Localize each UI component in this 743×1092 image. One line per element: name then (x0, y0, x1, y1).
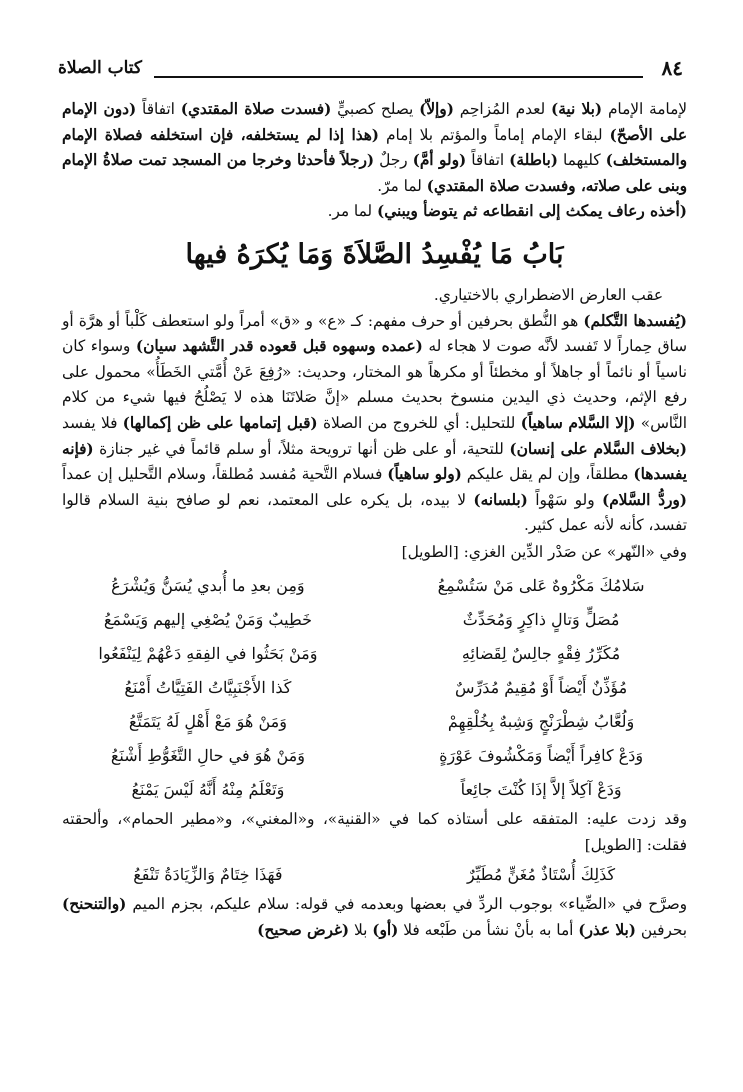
matn-run: (بلسانه) (473, 490, 528, 509)
matn-run: (فإنه يفسدها) (62, 439, 687, 484)
verse-first-hemistich: سَلامُكَ مَكْرُوهٌ عَلى مَنْ سَتُسْمِعُ (437, 575, 645, 595)
verse-first-hemistich: وَدَعْ آكِلاً إلاَّ إذَا كُنْتَ جائِعاً (460, 779, 622, 799)
verse-second-hemistich: وَمِن بعدِ ما أُبدي يُسَنُّ وَيُشْرَعُ (111, 575, 305, 595)
verse-first-hemistich: كَذَلِكَ أُسْتَاذٌ مُغَنٍّ مُطَيِّرٌ (467, 865, 616, 885)
text-run: بلا (349, 920, 373, 939)
verse-first-hemistich: مُؤَذِّنٌ أَيْضاً أَوْ مُقِيمٌ مُدَرِّسٌ (454, 677, 628, 697)
verse-second-hemistich: وَمَنْ هُوَ مَعْ أَهْلٍ لَهُ يَتَمَتَّعُ (128, 711, 287, 731)
text-run: هو النُّطق بحرفين أو حرف مفهم: كـ «ع» و «ق» أمراً ولو استعطف كَلْباً أو هرَّة أو ساق حِماراً لا تَفسد لأنَّه صوت لا هجاء له (62, 311, 688, 356)
text-run: لما مر. (327, 202, 377, 221)
text-run: اتفاقاً (136, 100, 181, 118)
text-run: لما مرّ. (377, 176, 427, 195)
paragraph-2 (62, 199, 687, 225)
matn-run: (بلا نية) (550, 100, 603, 118)
matn-run: (ولو ساهياً) (387, 465, 462, 484)
matn-run: (إلا السَّلام ساهياً) (520, 413, 636, 432)
matn-run: (دون الإمام على الأصحّ) (62, 100, 687, 144)
text-run: كليهما (558, 151, 606, 170)
page-content (62, 97, 687, 943)
page-number: ٨٤ (661, 56, 683, 80)
matn-run: (وردُّ السَّلام) (601, 490, 688, 509)
poem-2 (62, 858, 687, 892)
text-run: لإمامة الإمام (602, 100, 688, 118)
text-run: مطلقاً، وإن لم يقل عليكم (461, 465, 634, 484)
matn-run: (أو) (372, 920, 399, 939)
verse-second-hemistich: خَطِيبٌ وَمَنْ يُصْغِي إليهم وَيَسْمَعُ (103, 609, 312, 629)
poem-1-intro: وفي «النّهر» عن صَدْر الدِّين الغزي: [الطويل] (401, 542, 687, 561)
text-run: وسواء كان ناسياً أو نائماً أو جاهلاً أو مخطئاً أو مكرهاً هو المختار، وحديث: «رُفِعَ عَنْ أُمَّتي الخَطَأُ» محمول على رفع الإثم، وحديث ذي اليدين منسوخ بحديث مسلم «إنَّ صَلاتَنَا هذه لا يَصْلُحُ فيها شيء من كلام النَّاس» (62, 337, 687, 432)
header-rule (154, 76, 643, 78)
verse-line (62, 858, 687, 892)
verse-second-hemistich: وَتَعْلَمُ مِنْهُ أَنَّهُ لَيْسَ يَمْنَعُ (131, 779, 285, 799)
matn-run: (هذا إذا لم يستخلفه، فإن استخلفه فصلاة الإمام والمستخلف) (62, 125, 687, 170)
chapter-title: بَابُ مَا يُفْسِدُ الصَّلاَةَ وَمَا يُكرَهُ فيها (185, 238, 564, 270)
verse-line (62, 569, 687, 603)
page-header (58, 56, 683, 86)
verse-first-hemistich: مُصَلٍّ وَتالٍ ذاكِرٍ وَمُحَدِّثٌ (462, 609, 620, 629)
verse-line (62, 773, 687, 807)
verse-second-hemistich: وَمَنْ هُوَ في حالِ التَّغَوُّطِ أَشْنَعُ (110, 745, 305, 765)
verse-second-hemistich: فَهَذَا خِتَامٌ وَالزِّيَادَةُ تَنْفَعُ (133, 865, 283, 885)
text-run: وصرَّح في «الضِّياء» بوجوب الردِّ في بعضها وبعدمه في قوله: سلام عليكم، بجزم الميم (126, 895, 687, 914)
verse-second-hemistich: كَذا الأَجْنَبِيَّاتُ الفَتِيَّاتُ أَمْنَعُ (124, 677, 292, 697)
chapter-intro: عقب العارض الاضطراري بالاختياري. (433, 285, 663, 304)
matn-run: (باطلة) (509, 151, 558, 170)
verse-line (62, 739, 687, 773)
text-run: لا بيده، بل يكره على المعتمد، نعم لو صافح بنية السلام قالوا تفسد، كأنه لأنه عمل كثير. (62, 490, 687, 535)
text-run: فسلام التَّحية مُفسد مُطلقاً، وسلام التَّحليل إن عمداً (62, 465, 388, 484)
matn-run: (عمده وسهوه قبل قعوده قدر التَّشهد سيان) (135, 337, 423, 356)
verse-first-hemistich: وَدَعْ كافِراً أَيْضاً وَمَكْشُوفَ عَوْرَةٍ (439, 745, 644, 765)
paragraph-4: وقد زدت عليه: المتفقه على أستاذه كما في «القنية»، و«المغني»، و«مطير الحمام»، وألحقته فقلت: [الطويل] (62, 809, 687, 854)
verse-second-hemistich: وَمَنْ بَحَثُوا في الفِقهِ دَعْهُمْ لِيَنْفَعُوا (98, 643, 318, 663)
verse-first-hemistich: مُكَرِّرُ فِقْهٍ جالِسٌ لِقَضائِهِ (461, 643, 621, 663)
text-run: لعدم المُزاحِم (453, 100, 551, 118)
text-run: رجلٌ (374, 151, 413, 170)
text-run: فلا يفسد (62, 413, 123, 432)
matn-run: (ولو أمَّ) (412, 151, 467, 170)
verse-line (62, 603, 687, 637)
paragraph-5 (62, 892, 687, 943)
matn-run: (غرض صحيح) (257, 920, 350, 939)
verse-line (62, 705, 687, 739)
paragraph-3 (62, 309, 687, 539)
text-run: بحرفين (635, 920, 687, 939)
matn-run: (والتنحنح) (62, 895, 127, 914)
verse-line (62, 671, 687, 705)
text-run: أما به بأنْ نشأ من طَبْعه فلا (398, 920, 579, 939)
text-run: يصلح كصبيٍّ (331, 100, 420, 118)
matn-run: (رجلاً فأحدثا وخرجا من المسجد تمت صلاةُ الإمام وبنى على صلاته، وفسدت صلاة المقتدي) (62, 151, 687, 195)
matn-run: (قبل إتمامها على ظن إكمالها) (122, 413, 318, 432)
matn-run: (بخلاف السَّلام على إنسان) (509, 439, 687, 458)
book-title: كتاب الصلاة (58, 58, 143, 78)
paragraph-1 (62, 97, 687, 199)
matn-run: (يُفسدها التَّكلم) (583, 311, 687, 330)
verse-first-hemistich: وَلُعَّابُ شِطْرَنْجٍ وَشِبهٌ بِخُلْقِهِمْ (447, 711, 635, 731)
poem-1 (62, 569, 687, 807)
matn-run: (أخذه رعاف يمكث إلى انقطاعه ثم يتوضأ ويبني) (376, 202, 687, 221)
text-run: للتحليل: أي للخروج من الصلاة (317, 413, 521, 432)
matn-run: (وإلاّ) (419, 100, 454, 118)
verse-line (62, 637, 687, 671)
matn-run: (بلا عذر) (578, 920, 636, 939)
text-run: ولو سَهْواً (527, 490, 602, 509)
text-run: لبقاء الإمام إماماً والمؤتم بلا إمام (379, 125, 610, 144)
text-run: اتفاقاً (466, 151, 510, 170)
matn-run: (فسدت صلاة المقتدي) (180, 100, 332, 118)
text-run: للتحية، أو على ظن أنها ترويحة مثلاً، أو سلم قائماً في غير جنازة (93, 439, 510, 458)
